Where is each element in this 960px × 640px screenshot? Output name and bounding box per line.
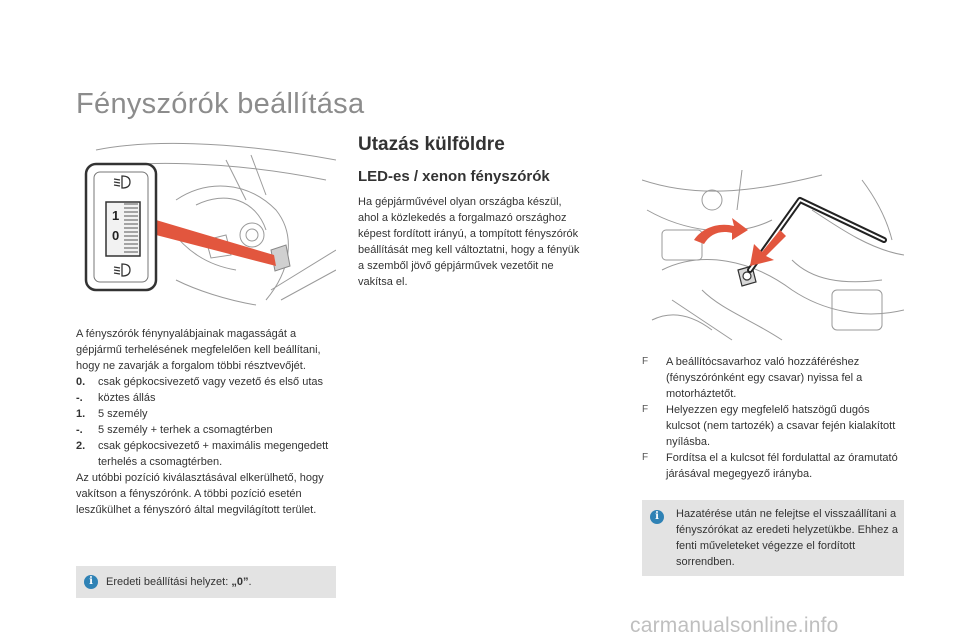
- rotation-arrow-icon: [694, 218, 748, 244]
- dial-label-0: 0: [112, 228, 120, 243]
- position-text: csak gépkocsivezető vagy vezető és első utas: [98, 376, 324, 388]
- engine-bay-drawing: [642, 170, 904, 346]
- intro-line: beállítását meg kell változtatni, hogy a fényük: [358, 244, 580, 256]
- watermark: carmanualsonline.info: [630, 614, 839, 637]
- position-text: 5 személy + terhek a csomagtérben: [98, 424, 273, 436]
- intro-line: Ha gépjárművével olyan országba készül,: [358, 196, 562, 208]
- intro-line: ahol a közlekedés a forgalmazó országhoz: [358, 212, 567, 224]
- section-heading: Utazás külföldre: [358, 134, 505, 155]
- engine-bay-illustration: [642, 170, 904, 346]
- step-bullet: F: [642, 356, 649, 367]
- dial-label-1: 1: [112, 208, 120, 223]
- headlamp-height-text: [76, 326, 334, 518]
- step-text: Fordítsa el a kulcsot fél fordulattal az óramutató járásával megegyező irányba.: [666, 452, 898, 480]
- info-text-before: Eredeti beállítási helyzet:: [106, 576, 232, 588]
- step-item: [642, 354, 904, 402]
- step-bullet: F: [642, 452, 649, 463]
- step-bullet: F: [642, 404, 649, 415]
- step-text: A beállítócsavarhoz való hozzáféréshez (fényszórónként egy csavar) nyissa fel a motorháztetőt.: [666, 356, 863, 400]
- position-row: [76, 406, 334, 422]
- return-home-info-box: [642, 500, 904, 576]
- intro-line: a szemből jövő gépjárművek vezetőit ne: [358, 260, 554, 272]
- dashboard-drawing: [76, 140, 336, 310]
- position-key: -.: [76, 392, 83, 404]
- info-icon: i: [84, 575, 98, 589]
- intro-line: vakítsa el.: [358, 276, 408, 288]
- step-item: [642, 402, 904, 450]
- info-text-strong: „0”: [231, 576, 249, 588]
- travel-intro: [358, 194, 628, 290]
- position-text: csak gépkocsivezető + maximális megengedett terhelés a csomagtérben.: [98, 440, 329, 468]
- position-key: -.: [76, 424, 83, 436]
- left-outro: Az utóbbi pozíció kiválasztásával elkerülhető, hogy vakítson a fényszórónk. A többi pozíció esetén leszűkülhet a fényszóró által megvilágított terület.: [76, 472, 324, 516]
- position-key: 0.: [76, 376, 86, 388]
- info-icon: i: [650, 510, 664, 524]
- step-item: [642, 450, 904, 482]
- position-key: 1.: [76, 408, 86, 420]
- position-text: 5 személy: [98, 408, 148, 420]
- page-title: Fényszórók beállítása: [76, 88, 365, 120]
- info-text: Hazatérése után ne felejtse el visszaállítani a fényszórókat az eredeti helyzetükbe. Ehhez a fenti műveleteket végezze el fordított sorrendben.: [676, 508, 898, 568]
- position-text: köztes állás: [98, 392, 156, 404]
- adjustment-steps: [642, 354, 904, 482]
- info-text-after: .: [248, 576, 252, 588]
- left-intro: A fényszórók fénynyalábjainak magasságát a gépjármű terhelésének megfelelően kell beállítani, hogy ne zavarják a forgalom többi résztvevőjét.: [76, 328, 321, 372]
- position-row: [76, 422, 334, 438]
- intro-line: képest fordított irányú, a tompított fényszórók: [358, 228, 579, 240]
- info-text: [106, 574, 252, 590]
- position-row: [76, 374, 334, 390]
- dashboard-illustration: [76, 140, 336, 310]
- position-row: [76, 438, 334, 470]
- position-key: 2.: [76, 440, 86, 452]
- section-subheading: LED-es / xenon fényszórók: [358, 168, 550, 185]
- step-text: Helyezzen egy megfelelő hatszögű dugós kulcsot (nem tartozék) a csavar fején kialakított nyílásba.: [666, 404, 896, 448]
- position-row: [76, 390, 334, 406]
- default-setting-info-box: [76, 566, 336, 598]
- pointer-arrow-icon: [750, 230, 786, 266]
